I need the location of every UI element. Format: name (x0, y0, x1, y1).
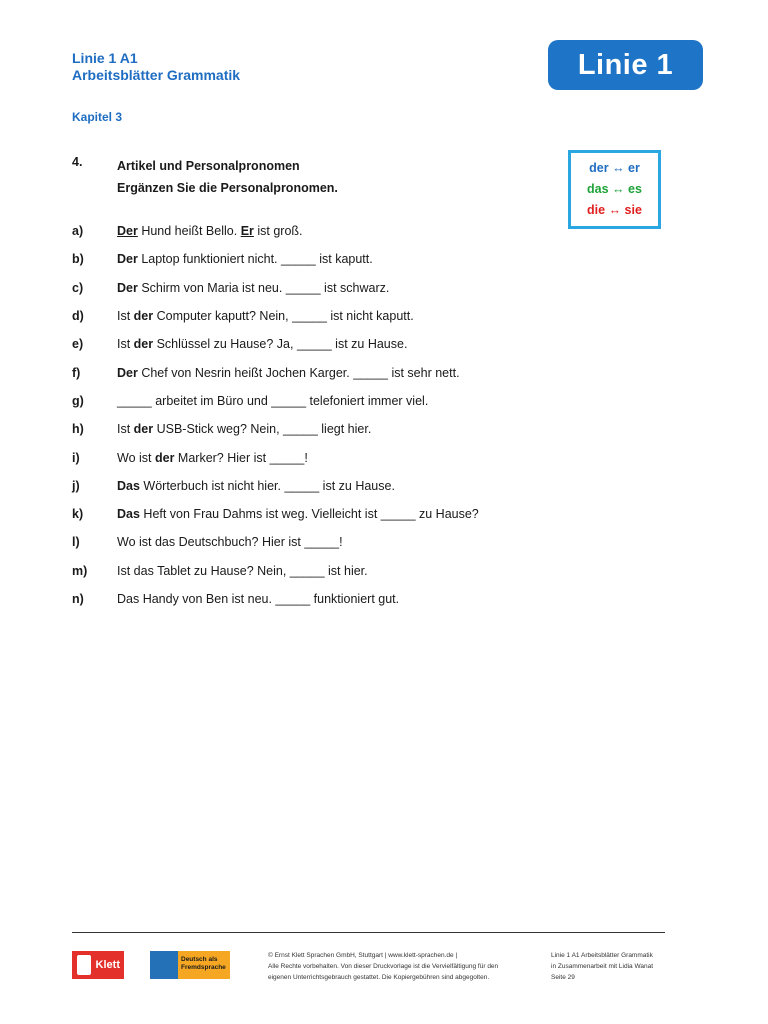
klett-logo-text: Klett (95, 959, 120, 971)
item-article: Das (117, 507, 140, 522)
exercise-item (72, 443, 672, 471)
item-letter: b) (72, 252, 84, 267)
item-sentence (117, 281, 389, 295)
footer-author-line: in Zusammenarbeit mit Lidia Wanat (551, 963, 653, 970)
item-article: der (133, 422, 154, 437)
item-text: Hund heißt Bello. (137, 224, 241, 239)
document-header (72, 50, 240, 84)
item-sentence (117, 366, 460, 380)
item-letter: j) (72, 478, 80, 493)
daf-logo (150, 951, 230, 979)
item-text: Wörterbuch ist nicht hier. _____ ist zu Hause. (139, 478, 395, 493)
header-title: Linie 1 A1 (72, 50, 138, 66)
item-article: Der (117, 365, 138, 380)
exercise-item (72, 387, 672, 415)
exercise-item (72, 472, 672, 500)
item-text: Das Handy von Ben ist neu. _____ funktioniert gut. (117, 592, 400, 606)
item-letter: a) (72, 224, 84, 239)
exercise-item (72, 557, 672, 585)
exercise-item (72, 274, 672, 302)
exercise-item (72, 528, 672, 556)
exercise-item (72, 585, 672, 613)
item-sentence (117, 224, 303, 238)
footer-page-info (551, 950, 653, 983)
item-sentence (117, 592, 399, 606)
klett-k-mark-icon (77, 955, 91, 975)
exercise-item (72, 358, 672, 386)
item-letter: l) (72, 535, 80, 550)
task-heading (117, 155, 338, 199)
item-letter: i) (72, 450, 80, 465)
item-text: USB-Stick weg? Nein, _____ liegt hier. (153, 422, 372, 437)
copyright-line: Alle Rechte vorbehalten. Von dieser Druckvorlage ist die Vervielfältigung für den (268, 963, 499, 970)
footer-series-line: Linie 1 A1 Arbeitsblätter Grammatik (551, 952, 653, 959)
item-text: _____ arbeitet im Büro und _____ telefoniert immer viel. (117, 393, 429, 408)
item-text: Ist das Tablet zu Hause? Nein, _____ ist hier. (117, 563, 368, 578)
item-text: Ist (117, 422, 134, 437)
exercise-item (72, 302, 672, 330)
daf-logo-square-icon (150, 951, 178, 979)
daf-logo-line: Fremdsprache (181, 964, 226, 971)
copyright-line: © Ernst Klett Sprachen GmbH, Stuttgart | www.klett-sprachen.de | (268, 952, 458, 959)
chapter-label: Kapitel 3 (72, 110, 123, 124)
item-text: Marker? Hier ist _____! (174, 450, 308, 465)
item-sentence (117, 507, 479, 521)
item-letter: g) (72, 393, 84, 408)
exercise-item (72, 217, 672, 245)
klett-logo (72, 951, 124, 979)
header-subtitle: Arbeitsblätter Grammatik (72, 67, 241, 83)
item-text: Wo ist das Deutschbuch? Hier ist _____! (117, 535, 343, 550)
item-text: Computer kaputt? Nein, _____ ist nicht kaputt. (153, 309, 414, 324)
item-letter: c) (72, 280, 84, 295)
item-article: der (154, 450, 175, 465)
daf-logo-text (178, 951, 230, 979)
item-text: Heft von Frau Dahms ist weg. Vielleicht ist _____ zu Hause? (139, 507, 479, 522)
exercise-list (72, 217, 672, 613)
legend-row: die ↔ sie (587, 203, 642, 217)
item-sentence (117, 309, 414, 323)
item-letter: m) (72, 563, 88, 578)
item-text: Ist (117, 309, 134, 324)
exercise-item (72, 415, 672, 443)
footer-divider (72, 932, 665, 933)
page-number: Seite 29 (551, 974, 575, 981)
legend-row: das ↔ es (587, 182, 642, 196)
item-text: Chef von Nesrin heißt Jochen Karger. _____ ist sehr nett. (137, 365, 460, 380)
exercise-item (72, 330, 672, 358)
task-number: 4. (72, 155, 83, 169)
linie1-logo: Linie 1 (548, 40, 703, 90)
task-instruction: Ergänzen Sie die Personalpronomen. (117, 181, 338, 195)
item-text: Laptop funktioniert nicht. _____ ist kaputt. (137, 252, 373, 267)
item-letter: k) (72, 507, 84, 522)
item-article: Er (240, 224, 254, 239)
copyright-line: eigenen Unterrichtsgebrauch gestattet. Die Kopiergebühren sind abgegolten. (268, 974, 490, 981)
item-sentence (117, 479, 395, 493)
item-letter: f) (72, 365, 81, 380)
task-title: Artikel und Personalpronomen (117, 159, 300, 173)
item-sentence (117, 394, 428, 408)
item-article: Das (117, 478, 140, 493)
item-article: Der (117, 252, 138, 267)
item-text: ist groß. (253, 224, 303, 239)
item-sentence (117, 564, 368, 578)
item-letter: e) (72, 337, 84, 352)
exercise-item (72, 500, 672, 528)
item-sentence (117, 451, 308, 465)
exercise-item (72, 245, 672, 273)
footer-copyright (268, 950, 498, 983)
item-letter: h) (72, 422, 84, 437)
item-article: Der (117, 224, 138, 239)
item-article: Der (117, 280, 138, 295)
item-sentence (117, 252, 373, 266)
item-article: der (133, 309, 154, 324)
item-text: Schlüssel zu Hause? Ja, _____ ist zu Hause. (153, 337, 408, 352)
item-letter: d) (72, 309, 84, 324)
item-sentence (117, 422, 371, 436)
legend-row: der ↔ er (589, 161, 640, 175)
item-sentence (117, 535, 343, 549)
daf-logo-line: Deutsch als (181, 956, 218, 963)
item-text: Ist (117, 337, 134, 352)
item-letter: n) (72, 592, 84, 606)
item-article: der (133, 337, 154, 352)
item-text: Wo ist (117, 450, 155, 465)
item-text: Schirm von Maria ist neu. _____ ist schwarz. (137, 280, 390, 295)
item-sentence (117, 337, 407, 351)
